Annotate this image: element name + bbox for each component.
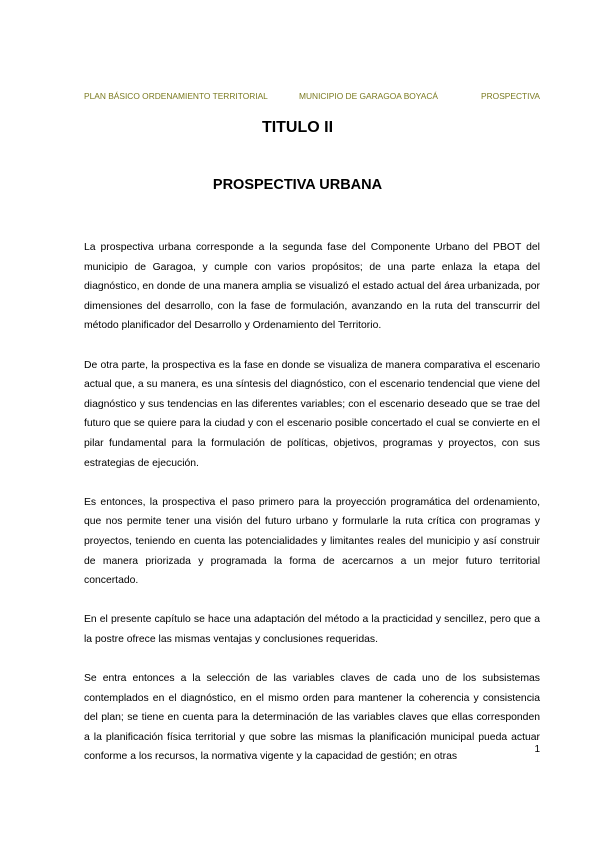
page-title: TITULO II bbox=[261, 119, 334, 136]
paragraph-5: Se entra entonces a la selección de las variables claves de cada uno de los subsistemas contemplados en el diagnóstico, en el mismo orden para mantener la coherencia y consistencia del plan; se tiene en cuenta para la determinación de las variables claves que ellas corresponden a la planificación física territorial y que sobre las mismas la planificación municipal pueda actuar conforme a los recursos, la normativa vigente y la capacidad de gestión; en otras bbox=[84, 673, 540, 763]
page-subtitle: PROSPECTIVA URBANA bbox=[212, 177, 383, 193]
paragraph-1: La prospectiva urbana corresponde a la segunda fase del Componente Urbano del PBOT del municipio de Garagoa, y cumple con varios propósitos; de una parte enlaza la etapa del diagnóstico, en donde de una manera amplia se visualizó el estado actual del área urbanizada, por dimensiones del desarrollo, con la fase de formulación, avanzando en la ruta del transcurrir del método planificador del Desarrollo y Ordenamiento del Territorio. bbox=[84, 242, 540, 332]
header-plan-title: PLAN BÁSICO ORDENAMIENTO TERRITORIAL bbox=[84, 91, 268, 101]
body-text bbox=[84, 238, 540, 767]
paragraph-2: De otra parte, la prospectiva es la fase en donde se visualiza de manera comparativa el escenario actual que, a su manera, es una síntesis del diagnóstico, con el escenario tendencial que viene del diagnóstico y sus tendencias en las diferentes variables; con el escenario deseado que se trae del futuro que se quiere para la ciudad y con el escenario posible concertado el cual se convierte en el pilar fundamental para la formulación de políticas, objetivos, programas y proyectos, con sus estrategias de ejecución. bbox=[84, 359, 540, 469]
paragraph-3: Es entonces, la prospectiva el paso primero para la proyección programática del ordenamiento, que nos permite tener una visión del futuro urbano y formularle la ruta crítica con programas y proyectos, teniendo en cuenta las potencialidades y limitantes reales del municipio y así construir de manera priorizada y programada la forma de acercarnos a un mejor futuro territorial concertado. bbox=[84, 496, 540, 587]
running-header bbox=[84, 91, 540, 103]
page-number: 1 bbox=[534, 744, 540, 755]
header-municipality: MUNICIPIO DE GARAGOA BOYACÁ bbox=[299, 91, 438, 101]
paragraph-4: En el presente capítulo se hace una adaptación del método a la practicidad y sencillez, pero que a la postre ofrece las mismas ventajas y conclusiones requeridas. bbox=[84, 614, 540, 645]
header-section: PROSPECTIVA bbox=[481, 91, 540, 101]
